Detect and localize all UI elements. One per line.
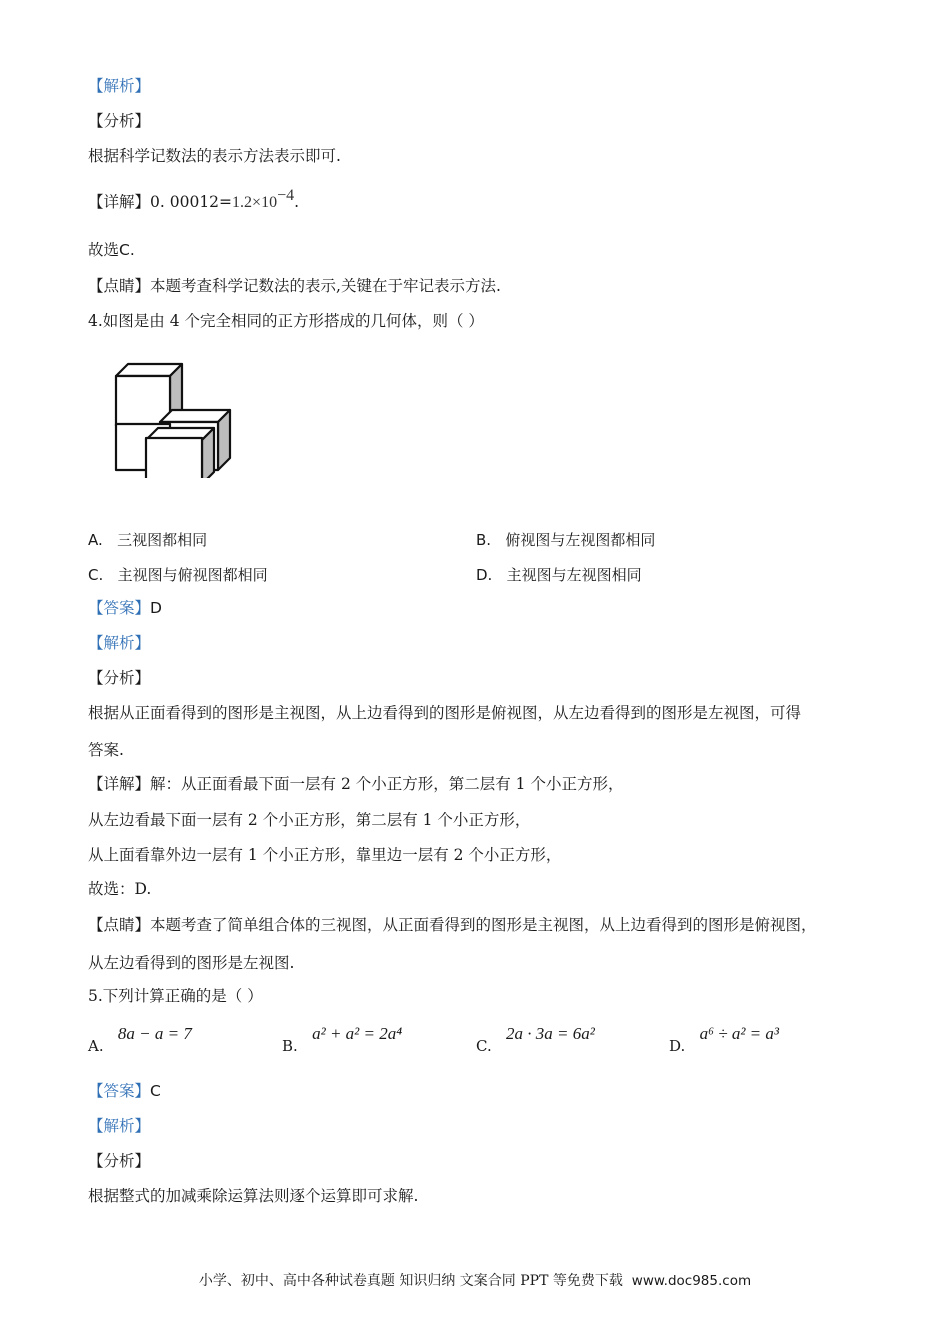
analysis-tag: 【解析】 [88, 77, 151, 95]
fenxi-line-1: 根据从正面看得到的图形是主视图，从上边看得到的图形是俯视图，从左边看得到的图形是左视图，可得 [88, 704, 802, 722]
option-label: D. [476, 566, 493, 584]
footer-url[interactable]: www.doc985.com [631, 1273, 752, 1289]
detail-end: . [294, 193, 300, 211]
analysis-tag: 【解析】 [88, 1117, 151, 1135]
choose-line: 故选：D. [88, 880, 152, 898]
answer-tag: 【答案】 [88, 599, 151, 617]
choose-letter: C. [119, 241, 135, 259]
q4-answer-line [88, 598, 162, 618]
option-text: 三视图都相同 [117, 531, 208, 549]
q4-option-d [476, 565, 642, 585]
q5-option-c [476, 1024, 595, 1055]
option-text: 主视图与左视图相同 [506, 566, 642, 584]
q4-option-c [88, 565, 268, 585]
fenxi-tag: 【分析】 [88, 112, 151, 130]
option-math: a⁶ ÷ a² = a³ [699, 1024, 779, 1043]
page-footer [0, 1270, 950, 1290]
answer-value: C [150, 1082, 161, 1100]
choose-text: 故选 [88, 241, 120, 259]
detail-mantissa: 1.2 [232, 194, 253, 211]
detail-exp: −4 [277, 187, 295, 204]
comment-line-1 [88, 915, 817, 935]
fenxi-tag: 【分析】 [88, 1152, 151, 1170]
analysis-tag: 【解析】 [88, 634, 151, 652]
comment-text: 本题考查了简单组合体的三视图，从正面看得到的图形是主视图，从上边看得到的图形是俯视图， [150, 916, 817, 934]
choose-line [88, 240, 135, 260]
option-label: B. [282, 1037, 298, 1055]
q5-option-a [88, 1024, 192, 1055]
option-math: 8a − a = 7 [117, 1024, 192, 1043]
detail-lhs: 0. 00012= [150, 193, 233, 211]
q5-option-d [669, 1024, 779, 1055]
footer-text: 小学、初中、高中各种试卷真题 知识归纳 文案合同 PPT 等免费下载 [198, 1273, 623, 1289]
detail-tag: 【详解】 [88, 775, 151, 793]
detail-line-1 [88, 774, 623, 794]
q5-question: 5.下列计算正确的是（ ） [88, 987, 263, 1005]
option-text: 俯视图与左视图都相同 [505, 531, 656, 549]
fenxi-line-2: 答案. [88, 741, 124, 759]
q5-option-b [282, 1024, 403, 1055]
option-label: C. [476, 1037, 492, 1055]
detail-times: × [252, 194, 262, 211]
q4-question: 4.如图是由 4 个完全相同的正方形搭成的几何体，则（ ） [88, 312, 484, 330]
q4-option-b [476, 530, 655, 550]
answer-value: D [150, 599, 162, 617]
option-text: 主视图与俯视图都相同 [117, 566, 268, 584]
detail-line-2: 从左边看最下面一层有 2 个小正方形，第二层有 1 个小正方形， [88, 811, 531, 829]
q4-option-a [88, 530, 207, 550]
detail-line-3: 从上面看靠外边一层有 1 个小正方形，靠里边一层有 2 个小正方形， [88, 846, 562, 864]
comment-tag: 【点睛】 [88, 916, 151, 934]
option-math: a² + a² = 2a⁴ [312, 1024, 403, 1043]
option-label: C. [88, 566, 104, 584]
detail-line [88, 187, 300, 213]
comment-line-2: 从左边看得到的图形是左视图. [88, 954, 295, 972]
detail-base: 10 [261, 194, 278, 211]
fenxi-text: 根据整式的加减乘除运算法则逐个运算即可求解. [88, 1187, 419, 1205]
stacked-cubes-figure [108, 358, 238, 478]
option-label: A. [88, 1037, 104, 1055]
detail-text: 解：从正面看最下面一层有 2 个小正方形，第二层有 1 个小正方形， [150, 775, 624, 793]
answer-tag: 【答案】 [88, 1082, 151, 1100]
option-label: A. [88, 531, 103, 549]
option-label: B. [476, 531, 492, 549]
fenxi-text: 根据科学记数法的表示方法表示即可. [88, 147, 341, 165]
q5-answer-line [88, 1081, 161, 1101]
comment-text: 本题考查科学记数法的表示,关键在于牢记表示方法. [150, 277, 501, 295]
comment-line [88, 276, 501, 296]
comment-tag: 【点睛】 [88, 277, 151, 295]
option-label: D. [669, 1037, 686, 1055]
detail-tag: 【详解】 [88, 193, 151, 211]
option-math: 2a · 3a = 6a² [506, 1024, 595, 1043]
fenxi-tag: 【分析】 [88, 669, 151, 687]
